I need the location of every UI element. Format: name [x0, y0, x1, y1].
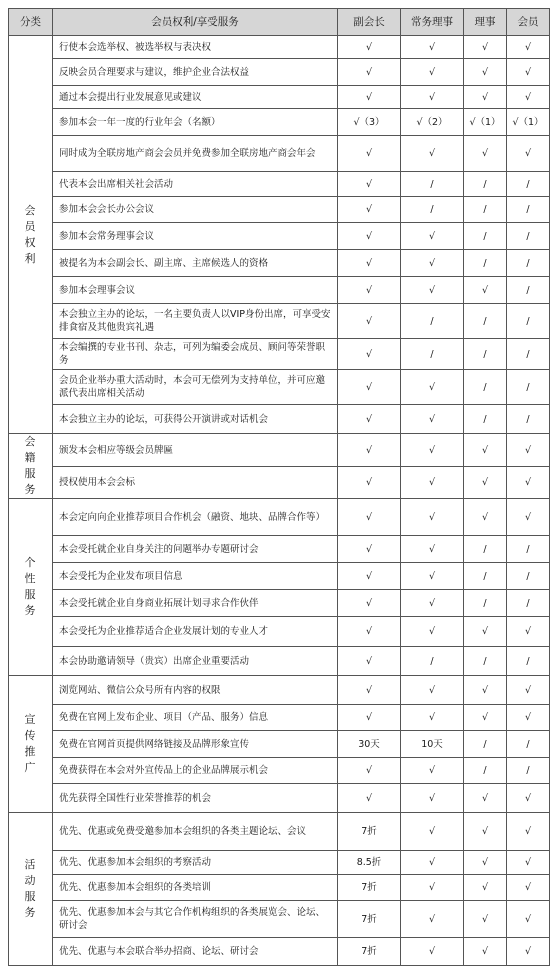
category-char: 服 — [24, 467, 37, 480]
header-benefit: 会员权利/享受服务 — [53, 9, 338, 36]
vice-president-cell: √ — [338, 197, 401, 223]
vice-president-cell: √ — [338, 758, 401, 784]
director-cell: √ — [464, 617, 507, 647]
executive-director-cell: √ — [401, 758, 464, 784]
executive-director-cell: / — [401, 304, 464, 339]
director-cell: √ — [464, 901, 507, 938]
vice-president-cell: √ — [338, 136, 401, 172]
benefit-cell: 颁发本会相应等级会员牌匾 — [53, 434, 338, 467]
director-cell: / — [464, 370, 507, 405]
vice-president-cell: √（3） — [338, 109, 401, 136]
vice-president-cell: 7折 — [338, 938, 401, 966]
table-row — [9, 109, 550, 136]
executive-director-cell: √ — [401, 370, 464, 405]
vice-president-cell: √ — [338, 647, 401, 676]
benefit-cell: 行使本会选举权、被选举权与表决权 — [53, 36, 338, 59]
executive-director-cell: √ — [401, 499, 464, 536]
vice-president-cell: √ — [338, 617, 401, 647]
member-cell: / — [507, 405, 550, 434]
executive-director-cell: / — [401, 339, 464, 370]
executive-director-cell: √ — [401, 676, 464, 705]
director-cell: √ — [464, 705, 507, 731]
executive-director-cell: / — [401, 172, 464, 197]
vice-president-cell: 8.5折 — [338, 851, 401, 875]
executive-director-cell: 10天 — [401, 731, 464, 758]
member-cell: √ — [507, 784, 550, 813]
member-cell: √ — [507, 136, 550, 172]
table-row — [9, 59, 550, 86]
member-cell: / — [507, 339, 550, 370]
table-row — [9, 136, 550, 172]
director-cell: / — [464, 197, 507, 223]
executive-director-cell: √ — [401, 59, 464, 86]
table-row — [9, 851, 550, 875]
director-cell: √（1） — [464, 109, 507, 136]
benefit-cell: 浏览网站、微信公众号所有内容的权限 — [53, 676, 338, 705]
vice-president-cell: √ — [338, 339, 401, 370]
category-char: 宣 — [24, 713, 37, 726]
vice-president-cell: √ — [338, 86, 401, 109]
category-char: 服 — [24, 890, 37, 903]
benefit-cell: 本会定向向企业推荐项目合作机会（融资、地块、品牌合作等） — [53, 499, 338, 536]
benefit-cell: 本会受托就企业自身商业拓展计划寻求合作伙伴 — [53, 590, 338, 617]
header-vice-president: 副会长 — [338, 9, 401, 36]
vice-president-cell: √ — [338, 36, 401, 59]
benefit-cell: 参加本会理事会议 — [53, 277, 338, 304]
vice-president-cell: 7折 — [338, 813, 401, 851]
category-char: 务 — [24, 906, 37, 919]
benefit-cell: 本会受托就企业自身关注的问题举办专题研讨会 — [53, 536, 338, 563]
executive-director-cell: √（2） — [401, 109, 464, 136]
table-row — [9, 434, 550, 467]
table-row — [9, 813, 550, 851]
member-cell: / — [507, 563, 550, 590]
benefit-cell: 优先获得全国性行业荣誉推荐的机会 — [53, 784, 338, 813]
director-cell: / — [464, 405, 507, 434]
executive-director-cell: √ — [401, 277, 464, 304]
director-cell: / — [464, 647, 507, 676]
director-cell: √ — [464, 86, 507, 109]
benefit-cell: 免费在官网首页提供网络链接及品牌形象宣传 — [53, 731, 338, 758]
table-row — [9, 536, 550, 563]
member-cell: √ — [507, 813, 550, 851]
member-cell: / — [507, 536, 550, 563]
category-char: 动 — [24, 874, 37, 887]
executive-director-cell: √ — [401, 405, 464, 434]
executive-director-cell: √ — [401, 536, 464, 563]
director-cell: / — [464, 731, 507, 758]
table-row — [9, 467, 550, 499]
vice-president-cell: √ — [338, 172, 401, 197]
header-director: 理事 — [464, 9, 507, 36]
director-cell: / — [464, 536, 507, 563]
executive-director-cell: / — [401, 647, 464, 676]
executive-director-cell: √ — [401, 617, 464, 647]
member-cell: √（1） — [507, 109, 550, 136]
category-char: 权 — [24, 235, 37, 249]
director-cell: √ — [464, 851, 507, 875]
executive-director-cell: √ — [401, 86, 464, 109]
director-cell: / — [464, 223, 507, 250]
member-cell: / — [507, 304, 550, 339]
member-cell: √ — [507, 851, 550, 875]
table-row — [9, 86, 550, 109]
benefit-cell: 本会受托为企业推荐适合企业发展计划的专业人才 — [53, 617, 338, 647]
member-cell: / — [507, 647, 550, 676]
table-row — [9, 758, 550, 784]
executive-director-cell: √ — [401, 705, 464, 731]
director-cell: / — [464, 339, 507, 370]
executive-director-cell: √ — [401, 223, 464, 250]
benefit-cell: 优先、优惠参加本会与其它合作机构组织的各类展览会、论坛、研讨会 — [53, 901, 338, 938]
table-row — [9, 901, 550, 938]
member-cell: √ — [507, 434, 550, 467]
table-row — [9, 647, 550, 676]
vice-president-cell: √ — [338, 250, 401, 277]
member-cell: / — [507, 590, 550, 617]
executive-director-cell: √ — [401, 901, 464, 938]
benefit-cell: 被提名为本会副会长、副主席、主席候选人的资格 — [53, 250, 338, 277]
header-executive-director: 常务理事 — [401, 9, 464, 36]
vice-president-cell: √ — [338, 405, 401, 434]
executive-director-cell: √ — [401, 784, 464, 813]
benefit-cell: 优先、优惠参加本会组织的考察活动 — [53, 851, 338, 875]
benefit-cell: 优先、优惠与本会联合举办招商、论坛、研讨会 — [53, 938, 338, 966]
director-cell: √ — [464, 36, 507, 59]
benefit-cell: 代表本会出席相关社会活动 — [53, 172, 338, 197]
executive-director-cell: √ — [401, 136, 464, 172]
vice-president-cell: √ — [338, 223, 401, 250]
director-cell: / — [464, 172, 507, 197]
category-char: 务 — [24, 604, 37, 617]
member-cell: √ — [507, 467, 550, 499]
header-row — [9, 9, 550, 36]
category-cell — [9, 434, 53, 499]
category-cell — [9, 676, 53, 813]
table-row — [9, 784, 550, 813]
vice-president-cell: 30天 — [338, 731, 401, 758]
vice-president-cell: √ — [338, 304, 401, 339]
director-cell: √ — [464, 938, 507, 966]
table-row — [9, 617, 550, 647]
vice-president-cell: √ — [338, 434, 401, 467]
director-cell: √ — [464, 813, 507, 851]
vice-president-cell: √ — [338, 705, 401, 731]
benefit-cell: 免费在官网上发布企业、项目（产品、服务）信息 — [53, 705, 338, 731]
member-cell: / — [507, 197, 550, 223]
table-row — [9, 705, 550, 731]
director-cell: √ — [464, 875, 507, 901]
director-cell: √ — [464, 499, 507, 536]
executive-director-cell: / — [401, 197, 464, 223]
director-cell: / — [464, 758, 507, 784]
table-row — [9, 405, 550, 434]
category-cell — [9, 499, 53, 676]
vice-president-cell: 7折 — [338, 875, 401, 901]
executive-director-cell: √ — [401, 467, 464, 499]
member-cell: / — [507, 370, 550, 405]
vice-president-cell: √ — [338, 370, 401, 405]
vice-president-cell: √ — [338, 499, 401, 536]
benefit-cell: 免费获得在本会对外宣传品上的企业品牌展示机会 — [53, 758, 338, 784]
director-cell: √ — [464, 136, 507, 172]
category-char: 服 — [24, 588, 37, 601]
director-cell: √ — [464, 676, 507, 705]
member-cell: √ — [507, 59, 550, 86]
benefit-cell: 参加本会会长办公会议 — [53, 197, 338, 223]
vice-president-cell: √ — [338, 676, 401, 705]
benefit-cell: 通过本会提出行业发展意见或建议 — [53, 86, 338, 109]
executive-director-cell: √ — [401, 851, 464, 875]
director-cell: √ — [464, 467, 507, 499]
membership-benefits-table — [8, 8, 550, 966]
executive-director-cell: √ — [401, 563, 464, 590]
benefit-cell: 本会协助邀请领导（贵宾）出席企业重要活动 — [53, 647, 338, 676]
vice-president-cell: √ — [338, 590, 401, 617]
benefit-cell: 本会独立主办的论坛，可获得公开演讲或对话机会 — [53, 405, 338, 434]
benefit-cell: 优先、优惠参加本会组织的各类培训 — [53, 875, 338, 901]
member-cell: √ — [507, 499, 550, 536]
director-cell: √ — [464, 784, 507, 813]
director-cell: √ — [464, 434, 507, 467]
vice-president-cell: √ — [338, 277, 401, 304]
category-char: 活 — [24, 858, 37, 871]
table-row — [9, 250, 550, 277]
category-char: 广 — [24, 761, 37, 774]
table-row — [9, 36, 550, 59]
director-cell: / — [464, 304, 507, 339]
category-char: 传 — [24, 729, 37, 742]
executive-director-cell: √ — [401, 813, 464, 851]
member-cell: / — [507, 223, 550, 250]
benefit-cell: 会员企业举办重大活动时，本会可无偿列为支持单位，并可应邀派代表出席相关活动 — [53, 370, 338, 405]
table-row — [9, 277, 550, 304]
category-char: 会 — [24, 203, 37, 217]
vice-president-cell: √ — [338, 784, 401, 813]
table-row — [9, 731, 550, 758]
member-cell: √ — [507, 86, 550, 109]
benefit-cell: 同时成为全联房地产商会会员并免费参加全联房地产商会年会 — [53, 136, 338, 172]
executive-director-cell: √ — [401, 250, 464, 277]
table-row — [9, 223, 550, 250]
executive-director-cell: √ — [401, 938, 464, 966]
director-cell: / — [464, 563, 507, 590]
benefit-cell: 参加本会一年一度的行业年会（名额） — [53, 109, 338, 136]
benefit-cell: 授权使用本会会标 — [53, 467, 338, 499]
table-row — [9, 676, 550, 705]
vice-president-cell: 7折 — [338, 901, 401, 938]
member-cell: / — [507, 250, 550, 277]
table-row — [9, 339, 550, 370]
vice-president-cell: √ — [338, 536, 401, 563]
benefit-cell: 参加本会常务理事会议 — [53, 223, 338, 250]
member-cell: √ — [507, 705, 550, 731]
category-cell — [9, 36, 53, 434]
category-char: 个 — [24, 556, 37, 569]
header-category: 分类 — [9, 9, 53, 36]
member-cell: / — [507, 731, 550, 758]
executive-director-cell: √ — [401, 36, 464, 59]
table-row — [9, 172, 550, 197]
executive-director-cell: √ — [401, 875, 464, 901]
vice-president-cell: √ — [338, 59, 401, 86]
membership-table-wrap — [8, 8, 550, 966]
member-cell: / — [507, 172, 550, 197]
category-char: 推 — [24, 745, 37, 758]
benefit-cell: 本会编撰的专业书刊、杂志，可列为编委会成员、顾问等荣誉职务 — [53, 339, 338, 370]
category-char: 务 — [24, 483, 37, 496]
benefit-cell: 本会独立主办的论坛，一名主要负责人以VIP身份出席，可享受安排食宿及其他贵宾礼遇 — [53, 304, 338, 339]
member-cell: √ — [507, 938, 550, 966]
member-cell: √ — [507, 36, 550, 59]
category-char: 性 — [24, 572, 37, 585]
table-row — [9, 590, 550, 617]
member-cell: / — [507, 277, 550, 304]
director-cell: √ — [464, 59, 507, 86]
vice-president-cell: √ — [338, 563, 401, 590]
member-cell: √ — [507, 875, 550, 901]
executive-director-cell: √ — [401, 590, 464, 617]
table-row — [9, 304, 550, 339]
category-cell — [9, 813, 53, 966]
category-char: 员 — [24, 219, 37, 233]
member-cell: √ — [507, 901, 550, 938]
executive-director-cell: √ — [401, 434, 464, 467]
benefit-cell: 优先、优惠或免费受邀参加本会组织的各类主题论坛、会议 — [53, 813, 338, 851]
benefit-cell: 反映会员合理要求与建议，维护企业合法权益 — [53, 59, 338, 86]
header-member: 会员 — [507, 9, 550, 36]
vice-president-cell: √ — [338, 467, 401, 499]
director-cell: / — [464, 590, 507, 617]
member-cell: √ — [507, 676, 550, 705]
director-cell: / — [464, 250, 507, 277]
category-char: 籍 — [24, 451, 37, 464]
director-cell: √ — [464, 277, 507, 304]
category-char: 利 — [24, 251, 37, 265]
member-cell: √ — [507, 617, 550, 647]
table-row — [9, 499, 550, 536]
benefit-cell: 本会受托为企业发布项目信息 — [53, 563, 338, 590]
member-cell: / — [507, 758, 550, 784]
category-char: 会 — [24, 435, 37, 448]
table-row — [9, 938, 550, 966]
table-row — [9, 197, 550, 223]
table-row — [9, 563, 550, 590]
table-row — [9, 370, 550, 405]
table-row — [9, 875, 550, 901]
